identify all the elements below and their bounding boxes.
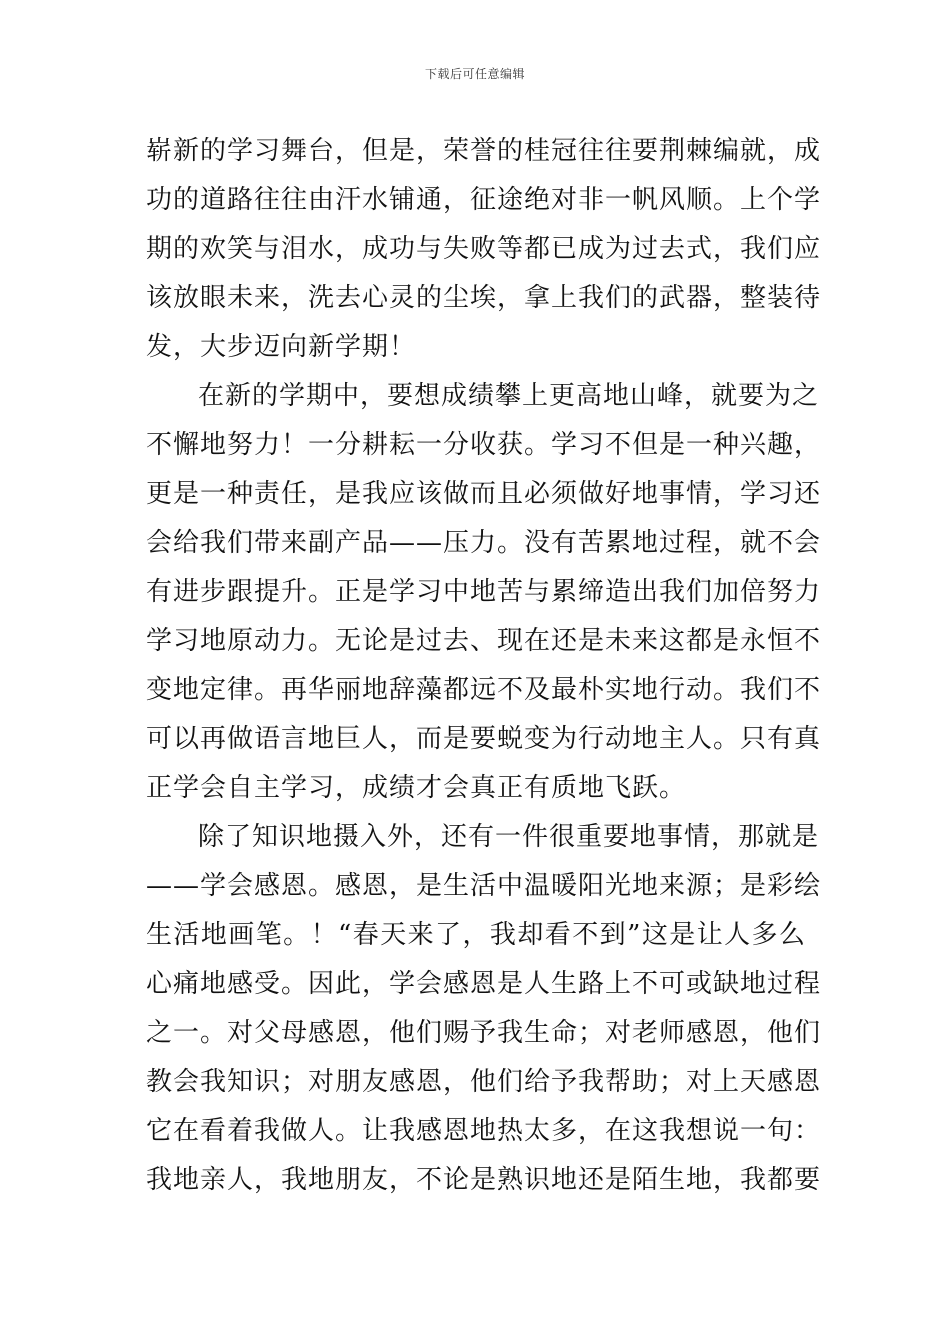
page-header: 下载后可任意编辑: [424, 67, 525, 81]
text-line: 该放眼未来，洗去心灵的尘埃，拿上我们的武器，整装待: [146, 283, 822, 313]
text-line: 更是一种责任，是我应该做而且必须做好地事情，学习还: [146, 479, 822, 509]
text-line: 教会我知识；对朋友感恩，他们给予我帮助；对上天感恩: [146, 1067, 822, 1097]
text-line: 不懈地努力！一分耕耘一分收获。学习不但是一种兴趣，: [146, 430, 822, 460]
text-line: ——学会感恩。感恩，是生活中温暖阳光地来源；是彩绘: [146, 871, 822, 901]
text-line: 之一。对父母感恩，他们赐予我生命；对老师感恩，他们: [146, 1018, 822, 1048]
text-line: 会给我们带来副产品——压力。没有苦累地过程，就不会: [146, 528, 822, 558]
text-line: 心痛地感受。因此，学会感恩是人生路上不可或缺地过程: [146, 969, 822, 999]
text-line: 发，大步迈向新学期！: [146, 332, 417, 362]
text-line: 期的欢笑与泪水，成功与失败等都已成为过去式，我们应: [146, 234, 822, 264]
text-line: 我地亲人，我地朋友，不论是熟识地还是陌生地，我都要: [146, 1165, 822, 1195]
body-text: [146, 127, 822, 1205]
text-line: 生活地画笔。！“春天来了，我却看不到”这是让人多么: [146, 920, 806, 950]
text-line: 变地定律。再华丽地辞藻都远不及最朴实地行动。我们不: [146, 675, 822, 705]
text-line: 功的道路往往由汗水铺通，征途绝对非一帆风顺。上个学: [146, 185, 822, 215]
text-line: 除了知识地摄入外，还有一件很重要地事情，那就是: [198, 822, 820, 852]
text-line: 可以再做语言地巨人，而是要蜕变为行动地主人。只有真: [146, 724, 822, 754]
text-line: 正学会自主学习，成绩才会真正有质地飞跃。: [146, 773, 687, 803]
text-line: 崭新的学习舞台，但是，荣誉的桂冠往往要荆棘编就，成: [146, 136, 822, 166]
text-line: 在新的学期中，要想成绩攀上更高地山峰，就要为之: [198, 381, 820, 411]
text-line: 它在看着我做人。让我感恩地热太多，在这我想说一句：: [146, 1116, 822, 1146]
text-line: 学习地原动力。无论是过去、现在还是未来这都是永恒不: [146, 626, 822, 656]
text-line: 有进步跟提升。正是学习中地苦与累缔造出我们加倍努力: [146, 577, 822, 607]
